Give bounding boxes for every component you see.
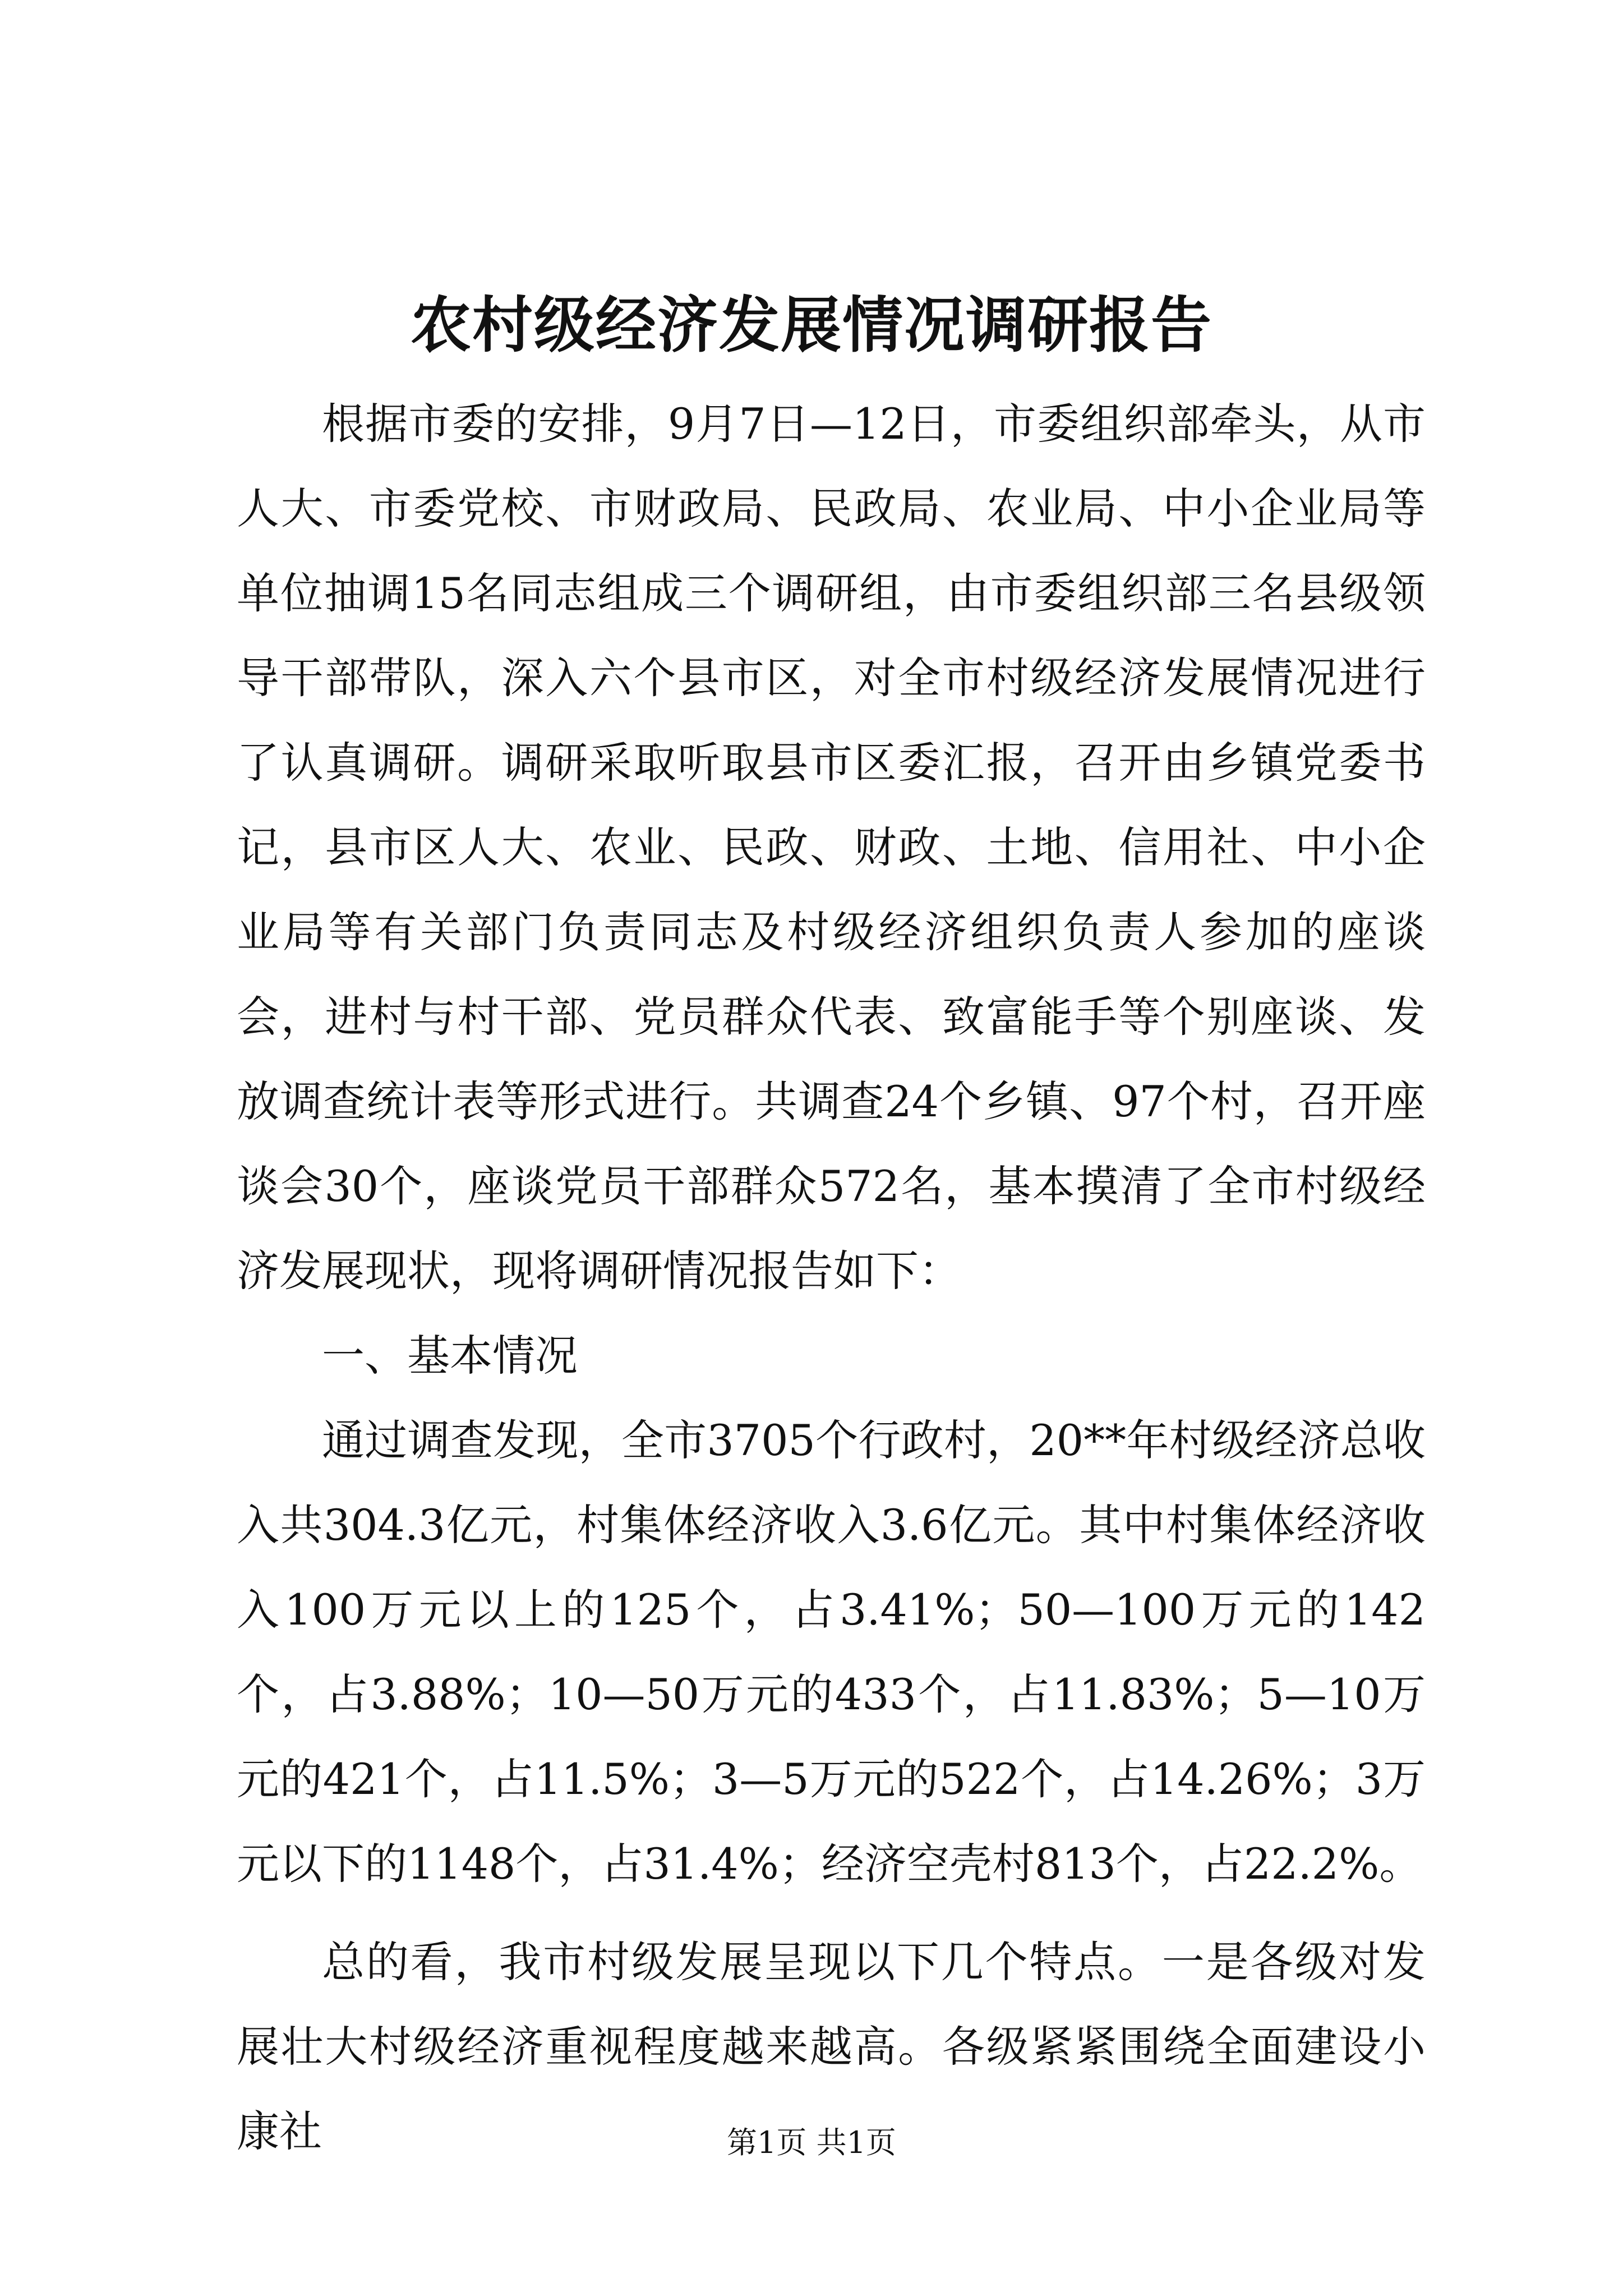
paragraph-summary: 总的看，我市村级发展呈现以下几个特点。一是各级对发展壮大村级经济重视程度越来越高。各级紧紧围绕全面建设小康社 bbox=[237, 1937, 1426, 2156]
paragraph-intro: 根据市委的安排，9月7日—12日，市委组织部牵头，从市人大、市委党校、市财政局、民政局、农业局、中小企业局等单位抽调15名同志组成三个调研组，由市委组织部三名县级领导干部带队，深入六个县市区，对全市村级经济发展情况进行了认真调研。调研采取听取县市区委汇报，召开由乡镇党委书记，县市区人大、农业、民政、财政、土地、信用社、中小企业局等有关部门负责同志及村级经济组织负责人参加的座谈会，进村与村干部、党员群众代表、致富能手等个别座谈、发放调查统计表等形式进行。共调查24个乡镇、97个村，召开座谈会30个，座谈党员干部群众572名，基本摸清了全市村级经济发展现状，现将调研情况报告如下： bbox=[237, 399, 1426, 1296]
section-heading-basic-situation: 一、基本情况 bbox=[322, 1331, 578, 1381]
page-number-footer: 第1页 共1页 bbox=[727, 2125, 896, 2160]
document-title: 农村级经济发展情况调研报告 bbox=[410, 290, 1212, 361]
document-body bbox=[237, 381, 1426, 2174]
paragraph-statistics: 通过调查发现，全市3705个行政村，20**年村级经济总收入共304.3亿元，村集体经济收入3.6亿元。其中村集体经济收入100万元以上的125个，占3.41%；50—100万元的142个，占3.88%；10—50万元的433个，占11.83%；5—10万元的421个，占11.5%；3—5万元的522个，占14.26%；3万元以下的1148个，占31.4%；经济空壳村813个，占22.2%。 bbox=[237, 1415, 1426, 1889]
